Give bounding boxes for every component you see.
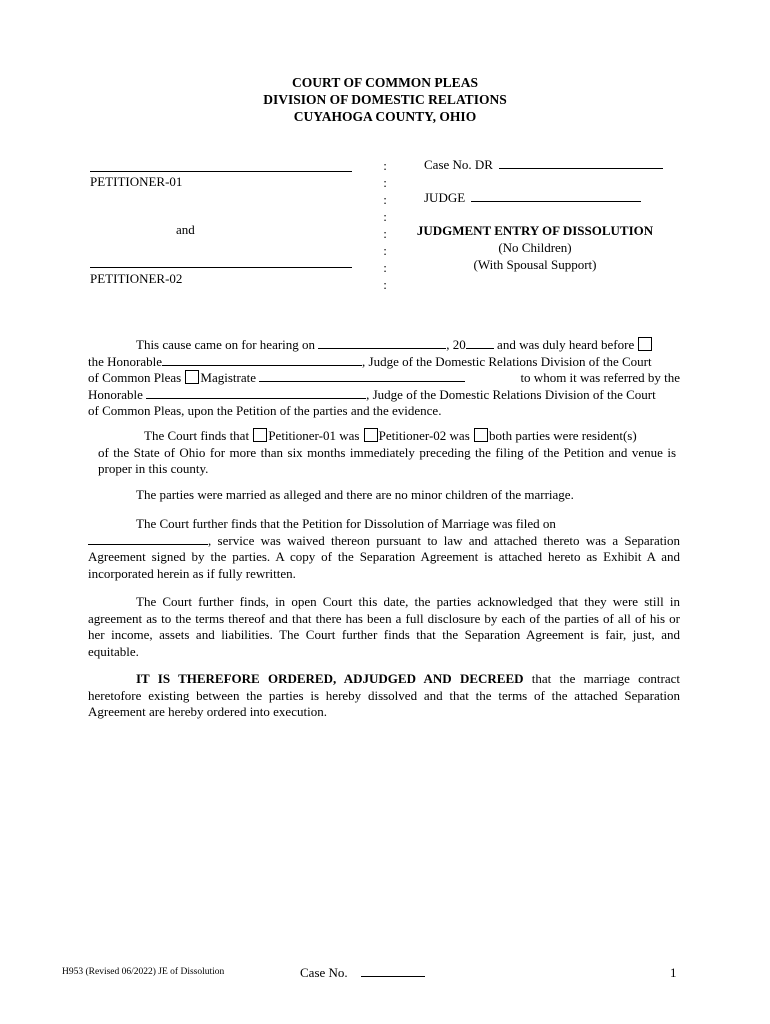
magistrate-name-field[interactable] — [259, 370, 465, 382]
form-id: H953 (Revised 06/2022) JE of Dissolution — [62, 967, 225, 977]
case-number-row — [424, 157, 663, 173]
judge-label: JUDGE — [424, 190, 466, 205]
order-heading: IT IS THEREFORE ORDERED, ADJUDGED AND DECREED — [136, 671, 524, 686]
judge-checkbox[interactable] — [638, 337, 652, 351]
honorable-judge-field[interactable] — [162, 354, 362, 366]
referring-judge-field[interactable] — [146, 387, 366, 399]
division-name: DIVISION OF DOMESTIC RELATIONS — [263, 92, 507, 107]
document-subtitle-children: (No Children) — [498, 240, 572, 255]
judge-row — [424, 190, 641, 206]
document-title-block — [400, 222, 670, 273]
case-number-field[interactable] — [499, 157, 663, 169]
order-paragraph: IT IS THEREFORE ORDERED, ADJUDGED AND DECREED that the marriage contract heretofore existing between the parties is hereby dissolved and that the terms of the attached Separation Agreement are hereby ordered into execution. — [88, 671, 680, 719]
petitioner2-resident-checkbox[interactable] — [364, 428, 378, 442]
petitioner1-resident-checkbox[interactable] — [253, 428, 267, 442]
hearing-paragraph: This cause came on for hearing on , 20 and was duly heard before the Honorable , Judge of the Domestic Relations Division of the Court of Common Pleas Magistrate to whom it was referred by the Honorable , Judge of the Domestic Relations Division of the Court of Common Pleas, upon the Petition of the parties and the evidence. — [88, 337, 680, 418]
marriage-paragraph: The parties were married as alleged and there are no minor children of the marriage. — [136, 487, 574, 502]
residency-paragraph: The Court finds that Petitioner-01 was Petitioner-02 was both parties were resident(s) of the State of Ohio for more than six months immediately preceding the filing of the Petition and venue is proper in this county. — [98, 428, 676, 476]
hearing-year-field[interactable] — [466, 337, 494, 349]
footer-case-number: Case No. — [300, 965, 425, 981]
caption-divider: : : : : : : : : — [383, 158, 387, 292]
footer-case-number-field[interactable] — [361, 965, 425, 977]
petition-filed-paragraph: The Court further finds that the Petition for Dissolution of Marriage was filed on , service was waived thereon pursuant to law and attached thereto was a Separation Agreement signed by the parties. A copy of the Separation Agreement is attached hereto as Exhibit A and incorporated herein as if fully rewritten. — [88, 516, 680, 581]
hearing-date-field[interactable] — [318, 337, 446, 349]
and-label: and — [176, 222, 195, 237]
court-header — [0, 74, 770, 125]
document-subtitle-support: (With Spousal Support) — [473, 257, 597, 272]
petition-filed-date-field[interactable] — [88, 533, 208, 545]
document-title: JUDGMENT ENTRY OF DISSOLUTION — [416, 223, 654, 238]
petitioner1-label: PETITIONER-01 — [90, 174, 183, 189]
page-number: 1 — [670, 965, 677, 980]
petitioner1-name-line[interactable] — [90, 171, 352, 172]
court-name: COURT OF COMMON PLEAS — [292, 75, 478, 90]
magistrate-checkbox[interactable] — [185, 370, 199, 384]
petitioner2-name-line[interactable] — [90, 267, 352, 268]
case-number-label: Case No. DR — [424, 157, 493, 172]
judge-field[interactable] — [471, 190, 641, 202]
both-resident-checkbox[interactable] — [474, 428, 488, 442]
petitioner2-label: PETITIONER-02 — [90, 271, 183, 286]
disclosure-paragraph: The Court further finds, in open Court this date, the parties acknowledged that they were still in agreement as to the terms thereof and that there has been a full disclosure by each of the parties of all of his or her income, assets and liabilities. The Court further finds that the Separation Agreement is fair, just, and equitable. — [88, 594, 680, 659]
county-name: CUYAHOGA COUNTY, OHIO — [293, 109, 477, 124]
